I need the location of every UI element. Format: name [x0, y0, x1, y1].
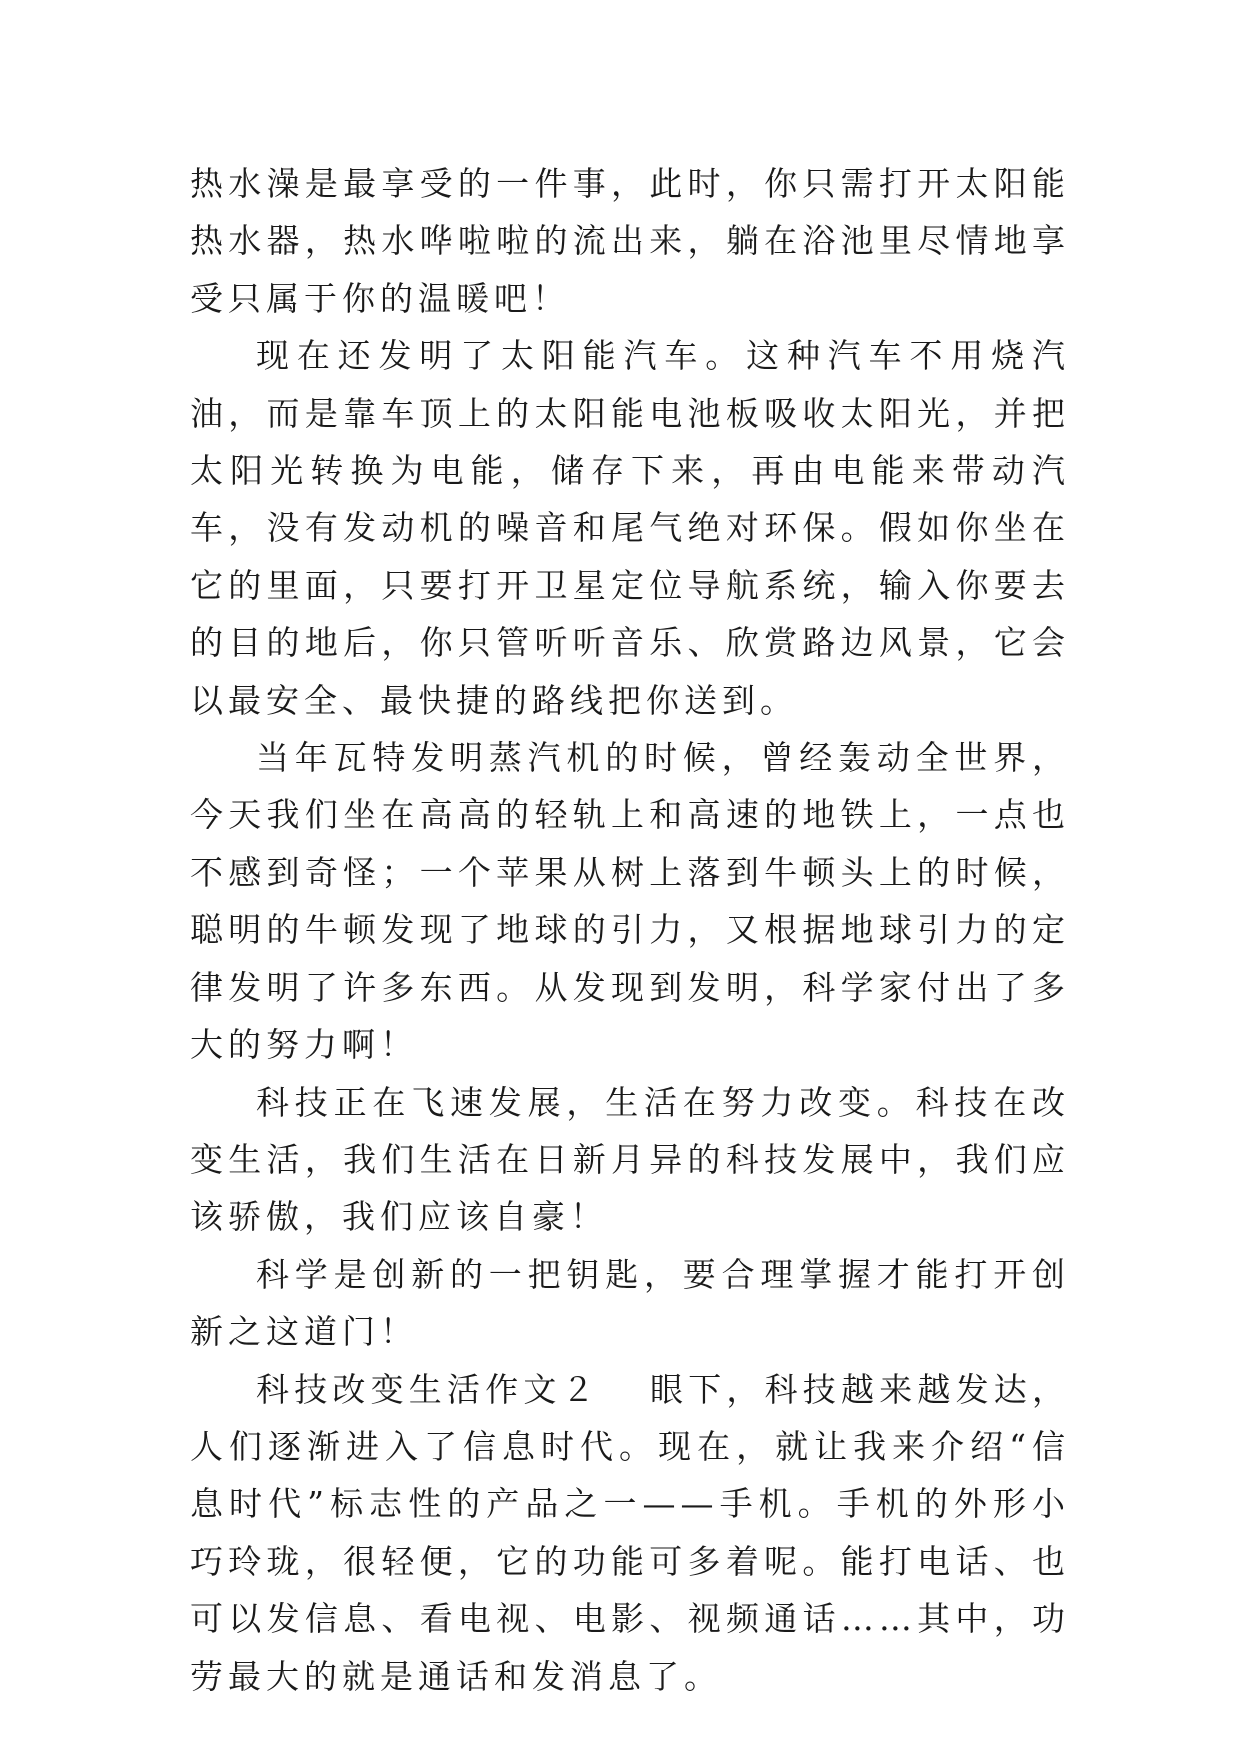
document-body: [190, 155, 1070, 1705]
essay-body: 眼下，科技越来越发达，人们逐渐进入了信息时代。现在，就让我来介绍“信息时代”标志性的产品之一——手机。手机的外形小巧玲珑，很轻便，它的功能可多着呢。能打电话、也可以发信息、看电视、电影、视频通话……其中，功劳最大的就是通话和发消息了。: [190, 1369, 1071, 1696]
paragraph-4: 科技正在飞速发展，生活在努力改变。科技在改变生活，我们生活在日新月异的科技发展中，我们应该骄傲，我们应该自豪！: [190, 1082, 1070, 1237]
paragraph-6: [190, 1361, 1070, 1705]
essay-heading: 科技改变生活作文２: [256, 1369, 600, 1409]
paragraph-3: 当年瓦特发明蒸汽机的时候，曾经轰动全世界，今天我们坐在高高的轻轨上和高速的地铁上，一点也不感到奇怪；一个苹果从树上落到牛顿头上的时候，聪明的牛顿发现了地球的引力，又根据地球引力的定律发明了许多东西。从发现到发明，科学家付出了多大的努力啊！: [190, 738, 1070, 1065]
paragraph-1: 热水澡是最享受的一件事，此时，你只需打开太阳能热水器，热水哗啦啦的流出来，躺在浴池里尽情地享受只属于你的温暖吧！: [190, 164, 1070, 318]
paragraph-2: 现在还发明了太阳能汽车。这种汽车不用烧汽油，而是靠车顶上的太阳能电池板吸收太阳光，并把太阳光转换为电能，储存下来，再由电能来带动汽车，没有发动机的噪音和尾气绝对环保。假如你坐在它的里面，只要打开卫星定位导航系统，输入你要去的目的地后，你只管听听音乐、欣赏路边风景，它会以最安全、最快捷的路线把你送到。: [190, 336, 1070, 720]
paragraph-5: 科学是创新的一把钥匙，要合理掌握才能打开创新之这道门！: [190, 1254, 1070, 1352]
